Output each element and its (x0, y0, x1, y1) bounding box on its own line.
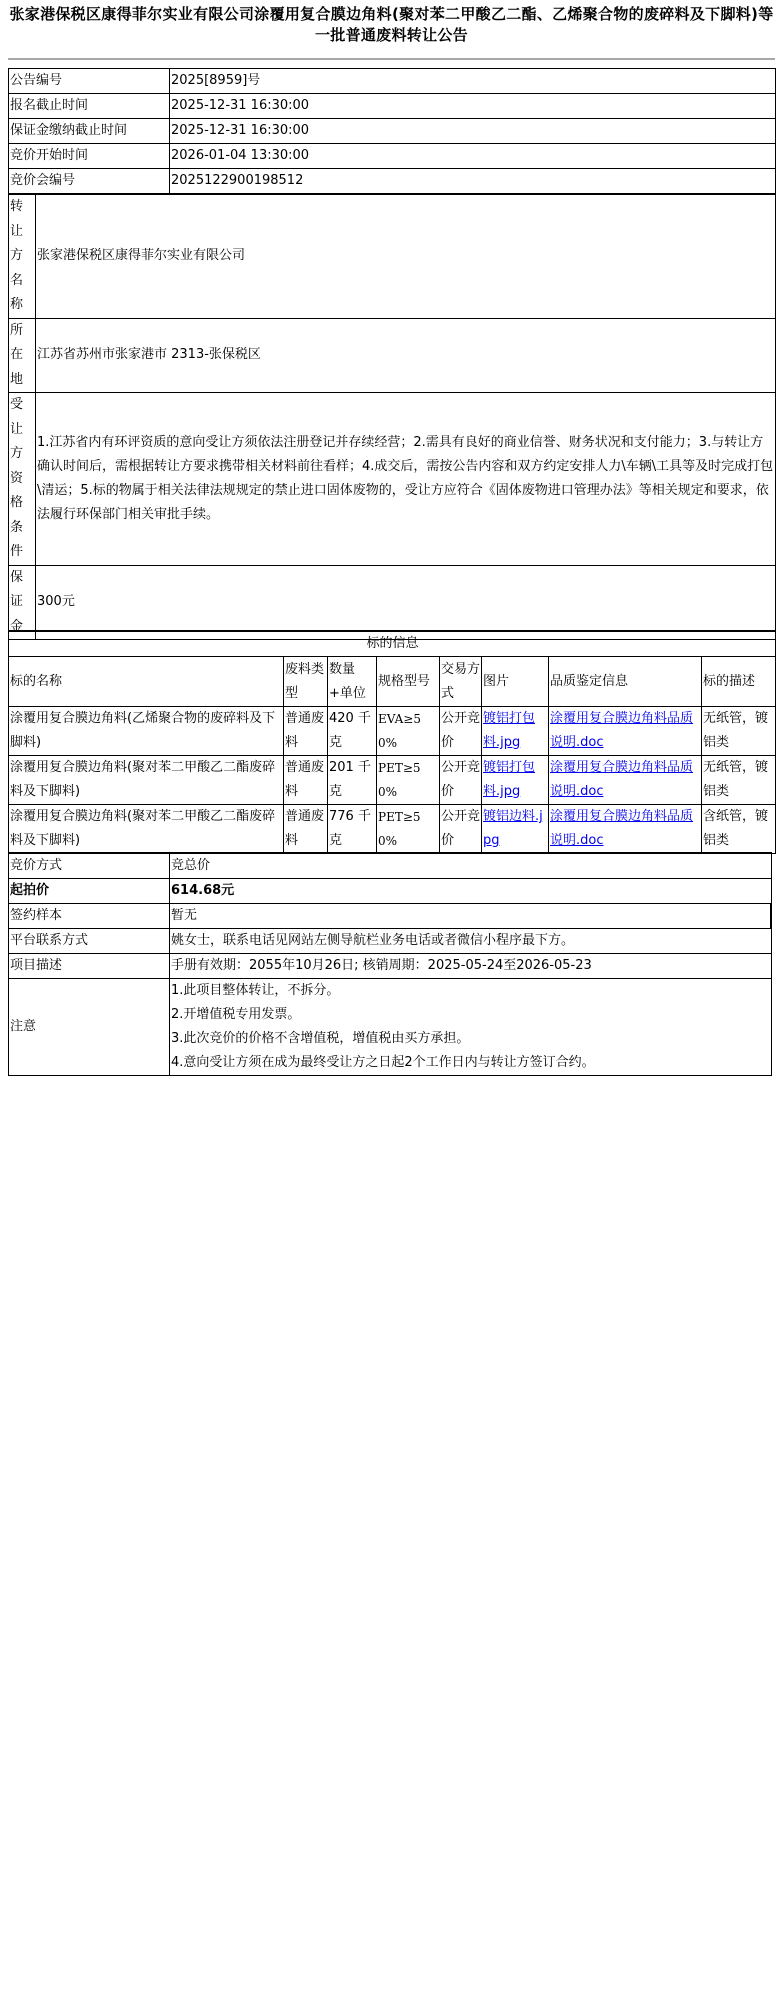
row-start-price (9, 879, 772, 904)
row-bid-method (9, 853, 772, 879)
item-trade: 公开竞价 (440, 805, 482, 854)
item-quantity: 201 千克 (328, 756, 377, 805)
notes-list (170, 979, 772, 1076)
auction-number: 2025122900198512 (170, 169, 776, 194)
location: 江苏省苏州市张家港市 2313-张保税区 (36, 318, 776, 393)
quality-doc-link[interactable]: 涂覆用复合膜边角料品质说明.doc (550, 760, 694, 799)
col-spec: 规格型号 (377, 657, 440, 707)
contact-info: 姚女士，联系电话见网站左侧导航栏业务电话或者微信小程序最下方。 (170, 929, 772, 954)
project-description: 手册有效期：2055年10月26日; 核销周期：2025-05-24至2026-05-23 (170, 954, 772, 979)
item-spec: PET≥50% (377, 805, 440, 854)
deposit-amount: 300元 (36, 565, 776, 640)
col-desc: 标的描述 (702, 657, 776, 707)
label: 所在地 (9, 318, 36, 393)
row-deposit (9, 565, 776, 640)
note-item: 4.意向受让方须在成为最终受让方之日起2个工作日内与转让方签订合约。 (171, 1055, 595, 1070)
label: 保证金缴纳截止时间 (9, 119, 170, 144)
item-spec: PET≥50% (377, 756, 440, 805)
start-price: 614.68元 (170, 879, 772, 904)
item-spec: EVA≥50% (377, 707, 440, 756)
col-quality: 品质鉴定信息 (549, 657, 702, 707)
label: 报名截止时间 (9, 94, 170, 119)
item-desc: 无纸管，镀铝类 (702, 756, 776, 805)
label: 平台联系方式 (9, 929, 170, 954)
item-quantity: 420 千克 (328, 707, 377, 756)
label: 起拍价 (9, 879, 170, 904)
label: 竞价方式 (9, 853, 170, 879)
col-trade: 交易方式 (440, 657, 482, 707)
note-item: 1.此项目整体转让，不拆分。 (171, 983, 340, 998)
label: 受让方资格条件 (9, 393, 36, 566)
announcement-number: 2025[8959]号 (170, 69, 776, 94)
table-row (9, 756, 776, 805)
bid-method: 竞总价 (170, 853, 772, 879)
row-registration-deadline (9, 94, 776, 119)
row-description (9, 954, 772, 979)
item-type: 普通废料 (284, 707, 328, 756)
row-qualification (9, 393, 776, 566)
col-name: 标的名称 (9, 657, 284, 707)
item-name: 涂覆用复合膜边角料(聚对苯二甲酸乙二酯废碎料及下脚料) (9, 805, 284, 854)
item-trade: 公开竞价 (440, 707, 482, 756)
note-item: 3.此次竞价的价格不含增值税，增值税由买方承担。 (171, 1031, 470, 1046)
label: 签约样本 (9, 904, 170, 929)
label: 公告编号 (9, 69, 170, 94)
item-desc: 含纸管，镀铝类 (702, 805, 776, 854)
basic-info-table (8, 68, 776, 194)
col-image: 图片 (482, 657, 549, 707)
qualification-conditions: 1.江苏省内有环评资质的意向受让方须依法注册登记并存续经营；2.需具有良好的商业信誉、财务状况和支付能力；3.与转让方确认时间后，需根据转让方要求携带相关材料前往看样；4.成交后，需按公告内容和双方约定安排人力\车辆\工具等及时完成打包\清运；5.标的物属于相关法律法规规定的禁止进口固体废物的，受让方应符合《固体废物进口管理办法》等相关规定和要求，依法履行环保部门相关审批手续。 (36, 393, 776, 566)
page-title: 张家港保税区康得菲尔实业有限公司涂覆用复合膜边角料(聚对苯二甲酸乙二酯、乙烯聚合物的废碎料及下脚料)等一批普通废料转让公告 (9, 5, 774, 44)
contract-sample: 暂无 (170, 904, 772, 929)
note-item: 2.开增值税专用发票。 (171, 1007, 301, 1022)
items-header-row (9, 657, 776, 707)
item-type: 普通废料 (284, 805, 328, 854)
row-auction-number (9, 169, 776, 194)
row-contact (9, 929, 772, 954)
item-name: 涂覆用复合膜边角料(乙烯聚合物的废碎料及下脚料) (9, 707, 284, 756)
label: 转让方名称 (9, 194, 36, 318)
col-quantity: 数量+单位 (328, 657, 377, 707)
title-divider (8, 58, 775, 60)
deposit-deadline: 2025-12-31 16:30:00 (170, 119, 776, 144)
label: 竞价会编号 (9, 169, 170, 194)
item-quantity: 776 千克 (328, 805, 377, 854)
quality-doc-link[interactable]: 涂覆用复合膜边角料品质说明.doc (550, 809, 694, 848)
row-announcement-no (9, 69, 776, 94)
item-desc: 无纸管，镀铝类 (702, 707, 776, 756)
bid-start-time: 2026-01-04 13:30:00 (170, 144, 776, 169)
image-link[interactable]: 镀铝打包料.jpg (483, 760, 536, 799)
registration-deadline: 2025-12-31 16:30:00 (170, 94, 776, 119)
items-section-title: 标的信息 (9, 631, 776, 657)
quality-doc-link[interactable]: 涂覆用复合膜边角料品质说明.doc (550, 711, 694, 750)
image-link[interactable]: 镀铝打包料.jpg (483, 711, 536, 750)
label: 竞价开始时间 (9, 144, 170, 169)
label: 注意 (9, 979, 170, 1076)
label: 保证金 (9, 565, 36, 640)
item-type: 普通废料 (284, 756, 328, 805)
row-bid-start-time (9, 144, 776, 169)
items-table (8, 630, 776, 854)
item-trade: 公开竞价 (440, 756, 482, 805)
row-contract-sample (9, 904, 772, 929)
bid-info-table (8, 852, 772, 1076)
col-type: 废料类型 (284, 657, 328, 707)
party-info-table (8, 193, 776, 640)
items-section-header (9, 631, 776, 657)
row-deposit-deadline (9, 119, 776, 144)
row-location (9, 318, 776, 393)
item-name: 涂覆用复合膜边角料(聚对苯二甲酸乙二酯废碎料及下脚料) (9, 756, 284, 805)
table-row (9, 707, 776, 756)
label: 项目描述 (9, 954, 170, 979)
transferor-name: 张家港保税区康得菲尔实业有限公司 (36, 194, 776, 318)
row-notes (9, 979, 772, 1076)
table-row (9, 805, 776, 854)
image-link[interactable]: 镀铝边料.jpg (483, 809, 543, 848)
row-transferor-name (9, 194, 776, 318)
